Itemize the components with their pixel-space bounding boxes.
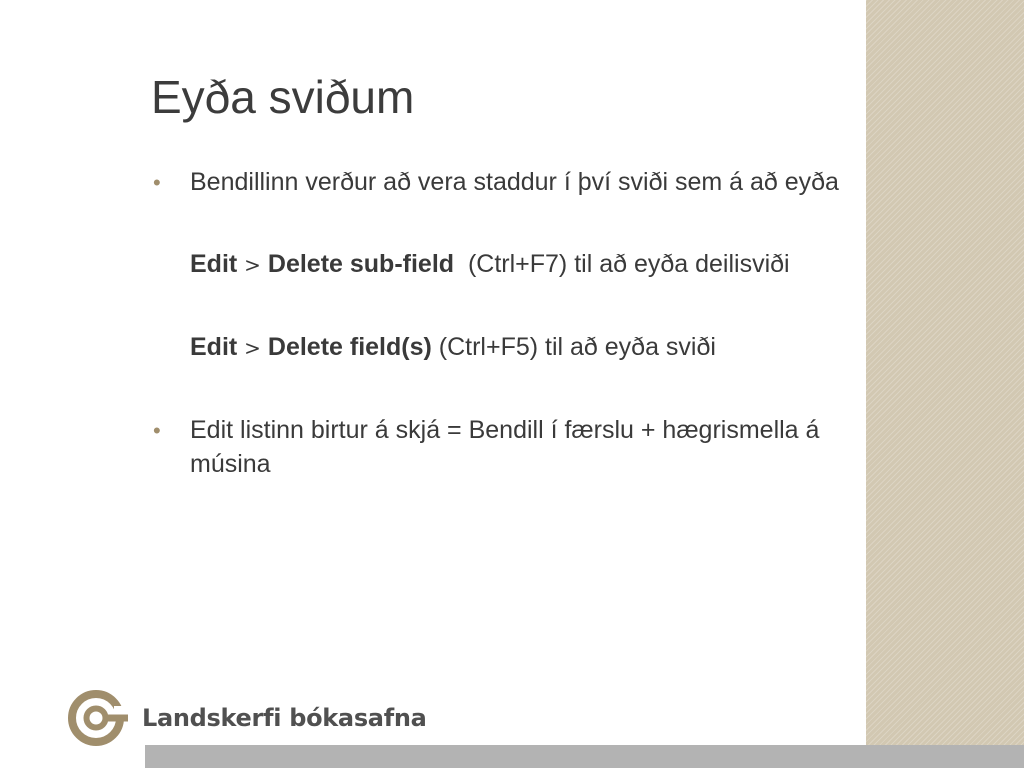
bullet-icon: • (153, 170, 161, 195)
logo-text: Landskerfi bókasafna (142, 704, 427, 732)
footer-bar (145, 745, 1024, 768)
command-name: Delete field(s) (267, 333, 432, 361)
bullet-item (150, 165, 840, 199)
command-name: Delete sub-field (267, 250, 455, 278)
menu-separator: > (244, 336, 261, 360)
footer-logo (66, 688, 427, 748)
bullet-icon: • (153, 418, 161, 443)
slide-content (150, 165, 840, 481)
command-description: (Ctrl+F7) til að eyða deilisviði (454, 250, 790, 278)
bullet-item (150, 413, 840, 481)
landskerfi-logo-icon (66, 688, 128, 748)
bullet-text: Bendillinn verður að vera staddur í því sviði sem á að eyða (190, 168, 839, 196)
slide-title: Eyða sviðum (151, 71, 415, 123)
side-texture-panel (866, 0, 1024, 768)
menu-name: Edit (190, 333, 238, 361)
command-line-delete-fields (150, 330, 840, 365)
menu-name: Edit (190, 250, 238, 278)
bullet-text: Edit listinn birtur á skjá = Bendill í færslu + hægrismella á músina (190, 416, 820, 478)
menu-separator: > (244, 253, 261, 277)
command-description: (Ctrl+F5) til að eyða sviði (431, 333, 716, 361)
command-line-delete-subfield (150, 247, 840, 282)
